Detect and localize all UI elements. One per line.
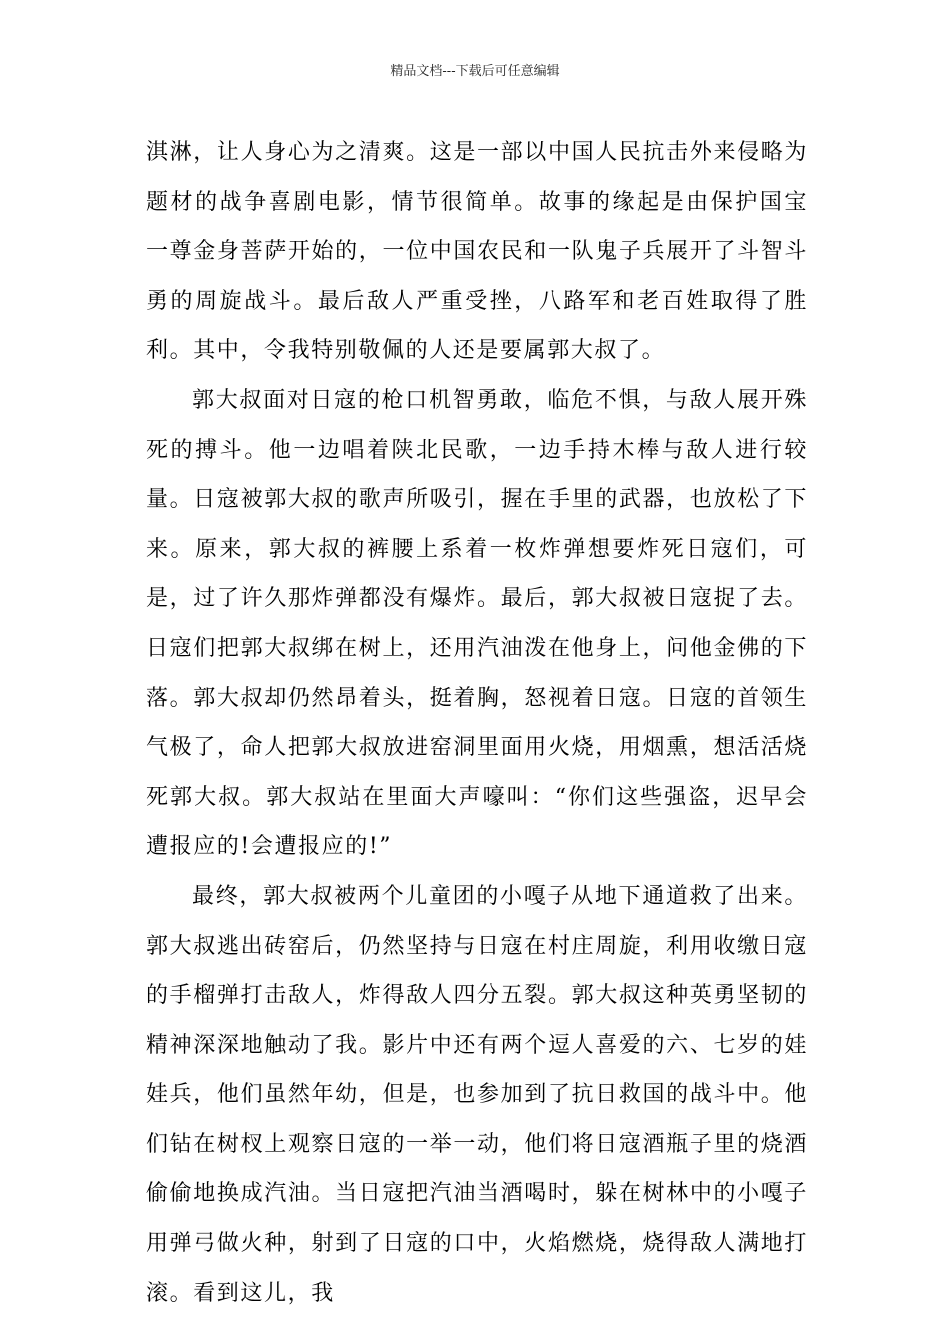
paragraph: 最终，郭大叔被两个儿童团的小嘎子从地下通道救了出来。郭大叔逃出砖窑后，仍然坚持与日寇在村庄周旋，利用收缴日寇的手榴弹打击敌人，炸得敌人四分五裂。郭大叔这种英勇坚韧的精神深深地触动了我。影片中还有两个逗人喜爱的六、七岁的娃娃兵，他们虽然年幼，但是，也参加到了抗日救国的战斗中。他们钻在树杈上观察日寇的一举一动，他们将日寇酒瓶子里的烧酒偷偷地换成汽油。当日寇把汽油当酒喝时，躲在树林中的小嘎子用弹弓做火种，射到了日寇的口中，火焰燃烧，烧得敌人满地打滚。看到这儿，我 bbox=[146, 883, 808, 1306]
paragraph-continued: 淇淋，让人身心为之清爽。这是一部以中国人民抗击外来侵略为题材的战争喜剧电影，情节很简单。故事的缘起是由保护国宝 一尊金身菩萨开始的，一位中国农民和一队鬼子兵展开了斗智斗勇的周旋战斗。最后敌人严重受挫，八路军和老百姓取得了胜利。其中，令我特别敬佩的人还是要属郭大叔了。 bbox=[146, 140, 808, 364]
page-header: 精品文档---下载后可任意编辑 bbox=[390, 64, 560, 79]
document-body bbox=[146, 128, 808, 1318]
paragraph: 郭大叔面对日寇的枪口机智勇敢，临危不惧，与敌人展开殊死的搏斗。他一边唱着陕北民歌，一边手持木棒与敌人进行较量。日寇被郭大叔的歌声所吸引，握在手里的武器，也放松了下来。原来，郭大叔的裤腰上系着一枚炸弹想要炸死日寇们，可是，过了许久那炸弹都没有爆炸。最后，郭大叔被日寇捉了去。日寇们把郭大叔绑在树上，还用汽油泼在他身上，问他金佛的下落。郭大叔却仍然昂着头，挺着胸，怒视着日寇。日寇的首领生气极了，命人把郭大叔放进窑洞里面用火烧，用烟熏，想活活烧死郭大叔。郭大叔站在里面大声嚎叫：“你们这些强盗，迟早会遭报应的!会遭报应的!” bbox=[146, 387, 808, 860]
